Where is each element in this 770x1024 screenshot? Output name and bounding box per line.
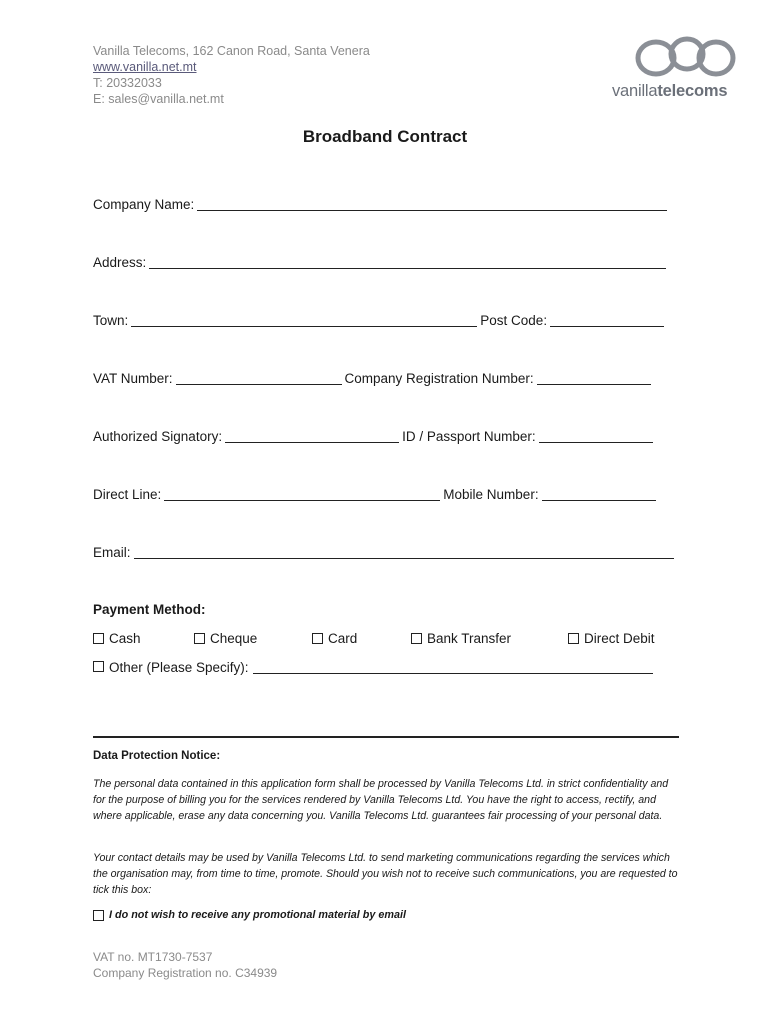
payment-option-other[interactable]: Other (Please Specify): xyxy=(93,660,653,675)
email-field[interactable] xyxy=(134,545,674,559)
cloud-icon xyxy=(634,36,744,78)
company-reg-label: Company Registration Number: xyxy=(344,371,534,386)
company-name-row xyxy=(93,197,670,212)
checkbox[interactable] xyxy=(194,633,205,644)
vat-number-label: VAT Number: xyxy=(93,371,173,386)
payment-option-bank-transfer[interactable]: Bank Transfer xyxy=(411,631,511,646)
checkbox[interactable] xyxy=(93,633,104,644)
vat-row xyxy=(93,371,654,386)
town-label: Town: xyxy=(93,313,129,328)
company-header xyxy=(93,43,370,107)
post-code-label: Post Code: xyxy=(480,313,548,328)
company-reg-field[interactable] xyxy=(537,371,651,385)
checkbox[interactable] xyxy=(312,633,323,644)
id-passport-field[interactable] xyxy=(539,429,653,443)
payment-method-title: Payment Method: xyxy=(93,602,206,617)
logo-wordmark: vanillatelecoms xyxy=(612,82,728,100)
payment-option-cash[interactable]: Cash xyxy=(93,631,141,646)
optout-label: I do not wish to receive any promotional material by email xyxy=(109,909,406,921)
company-name-label: Company Name: xyxy=(93,197,195,212)
signatory-field[interactable] xyxy=(225,429,399,443)
footer xyxy=(93,949,277,981)
data-protection-paragraph-1: The personal data contained in this application form shall be processed by Vanilla Telecoms Ltd. in strict confidentiality and for the purpose of billing you for the services rendered by Vanilla Telecoms Ltd. You have the right to access, rectify, and where applicable, erase any data concerning you. Vanilla Telecoms Ltd. guarantees fair processing of your personal data. xyxy=(93,778,669,822)
footer-vat: VAT no. MT1730-7537 xyxy=(93,950,213,964)
id-passport-label: ID / Passport Number: xyxy=(402,429,536,444)
checkbox[interactable] xyxy=(568,633,579,644)
checkbox[interactable] xyxy=(411,633,422,644)
payment-option-direct-debit[interactable]: Direct Debit xyxy=(568,631,655,646)
address-row xyxy=(93,255,669,270)
mobile-label: Mobile Number: xyxy=(443,487,539,502)
website-link[interactable]: www.vanilla.net.mt xyxy=(93,60,197,74)
signatory-label: Authorized Signatory: xyxy=(93,429,223,444)
post-code-field[interactable] xyxy=(550,313,664,327)
address-field[interactable] xyxy=(149,255,666,269)
mobile-field[interactable] xyxy=(542,487,656,501)
optout-checkbox[interactable] xyxy=(93,910,104,921)
direct-line-label: Direct Line: xyxy=(93,487,162,502)
signatory-row xyxy=(93,429,656,444)
address-label: Address: xyxy=(93,255,147,270)
payment-option-cheque[interactable]: Cheque xyxy=(194,631,257,646)
vat-number-field[interactable] xyxy=(176,371,342,385)
company-address: Vanilla Telecoms, 162 Canon Road, Santa Venera xyxy=(93,44,370,58)
direct-line-field[interactable] xyxy=(164,487,440,501)
town-field[interactable] xyxy=(131,313,477,327)
direct-line-row xyxy=(93,487,659,502)
company-name-field[interactable] xyxy=(197,197,667,211)
page-title: Broadband Contract xyxy=(302,127,468,146)
footer-registration: Company Registration no. C34939 xyxy=(93,966,278,980)
section-divider xyxy=(93,736,679,738)
company-phone: T: 20332033 xyxy=(93,76,162,90)
company-logo xyxy=(612,36,742,102)
email-row xyxy=(93,545,677,560)
payment-option-card[interactable]: Card xyxy=(312,631,357,646)
other-payment-field[interactable] xyxy=(253,660,653,674)
checkbox[interactable] xyxy=(93,661,104,672)
town-row xyxy=(93,313,667,328)
data-protection-title: Data Protection Notice: xyxy=(93,750,221,762)
data-protection-paragraph-2: Your contact details may be used by Vanilla Telecoms Ltd. to send marketing communications regarding the services which the organisation may, from time to time, promote. Should you wish not to receive such communications, you are requested to tick this box: xyxy=(93,852,678,896)
marketing-optout[interactable] xyxy=(93,909,406,921)
email-label: Email: xyxy=(93,545,131,560)
company-email: E: sales@vanilla.net.mt xyxy=(93,92,224,106)
